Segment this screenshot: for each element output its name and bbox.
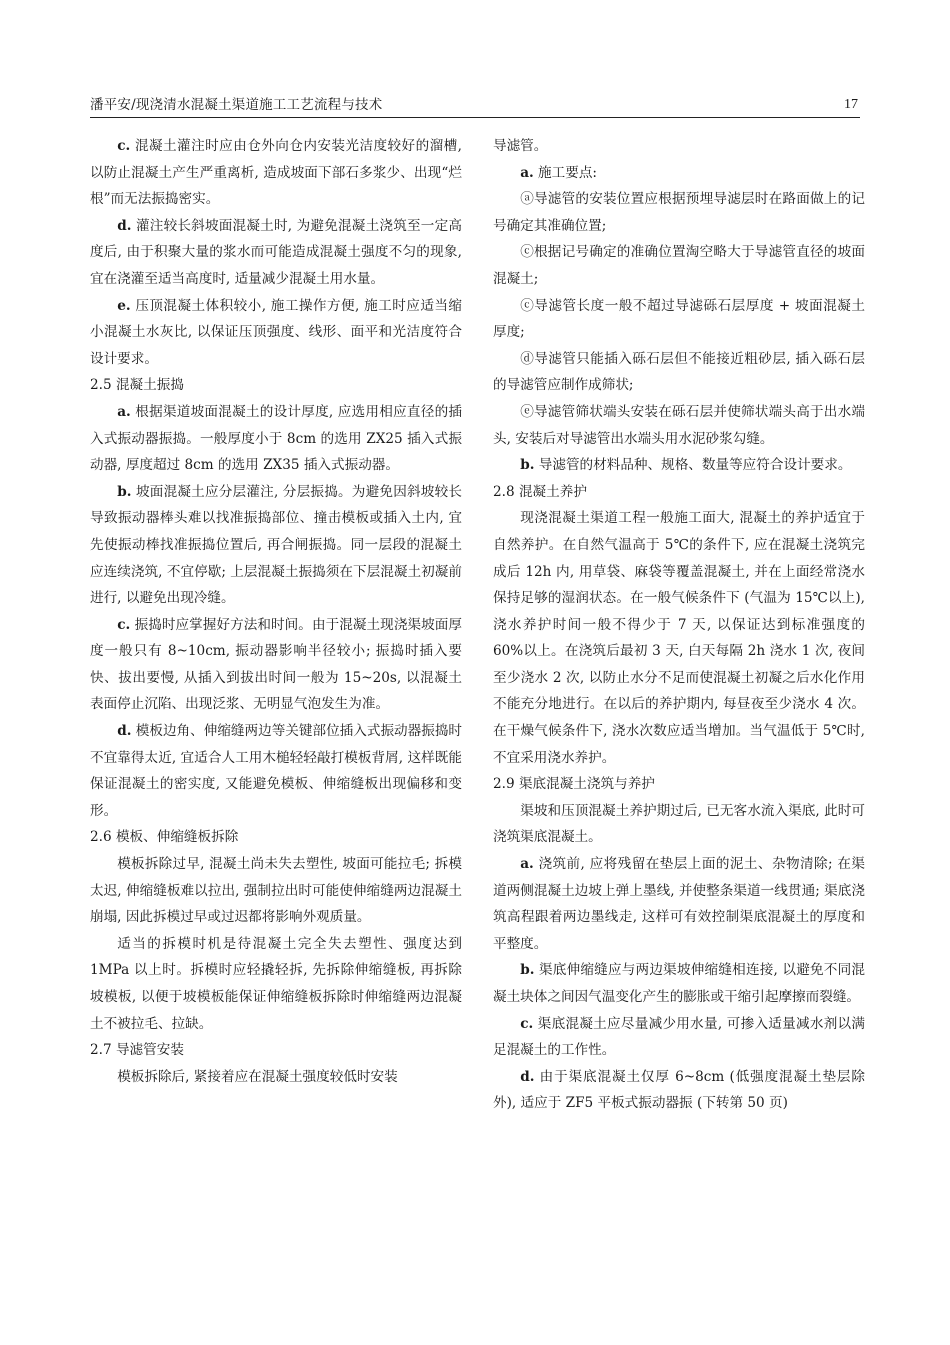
item-label: b. xyxy=(520,962,535,979)
paragraph-text: 2.6 模板、伸缩缝板拆除 xyxy=(90,829,239,846)
page-number: 17 xyxy=(844,97,858,112)
paragraph-text: 模板拆除过早, 混凝土尚未失去塑性, 坡面可能拉毛; 拆模太迟, 伸缩缝板难以拉出, 强制拉出时可能使伸缩缝两边混凝土崩塌, 因此拆模过早或过迟都将影响外观质量。 xyxy=(90,856,462,926)
item-label: c. xyxy=(117,138,131,154)
paragraph-text: 模板拆除后, 紧接着应在混凝土强度较低时安装 xyxy=(117,1068,398,1085)
paragraph-text: 根据渠道坡面混凝土的设计厚度, 应选用相应直径的插入式振动器振捣。一般厚度小于 8cm 的选用 ZX25 插入式振动器, 厚度超过 8cm 的选用 ZX35 插入式振动器。 xyxy=(90,403,462,474)
paragraph xyxy=(493,957,865,1010)
paragraph xyxy=(493,239,865,292)
paragraph-text: 2.9 渠底混凝土浇筑与养护 xyxy=(493,776,655,793)
paragraph xyxy=(90,133,462,213)
item-label: a. xyxy=(520,164,534,181)
paragraph-text: ⓓ导滤管只能插入砾石层但不能接近粗砂层, 插入砾石层的导滤管应制作成筛状; xyxy=(493,350,865,394)
paragraph-text: 渠底伸缩缝应与两边渠坡伸缩缝相连接, 以避免不同混凝土块体之间因气温变化产生的膨胀或干缩引起摩擦而裂缝。 xyxy=(493,962,865,1005)
running-header xyxy=(90,95,860,118)
paragraph-text: 振捣时应掌握好方法和时间。由于混凝土现浇渠坡面厚度一般只有 8~10cm, 振动器影响半径较小; 振捣时插入要快、拔出要慢, 从插入到拔出时间一般为 15~20s, 以混凝土表面停止沉陷、出现泛浆、无明显气泡发生为准。 xyxy=(90,616,462,713)
paragraph-text: 施工要点: xyxy=(533,164,598,181)
section-heading xyxy=(493,771,865,798)
paragraph xyxy=(493,399,865,452)
paragraph-text: ⓒ根据记号确定的准确位置淘空略大于导滤管直径的坡面混凝土; xyxy=(493,244,865,287)
item-label: e. xyxy=(117,297,131,314)
paragraph xyxy=(493,505,865,771)
section-heading xyxy=(90,1037,462,1064)
paragraph xyxy=(493,1064,865,1117)
item-label: b. xyxy=(117,483,132,500)
paragraph-text: 导滤管的材料品种、规格、数量等应符合设计要求。 xyxy=(534,457,852,474)
paragraph-text: 2.5 混凝土振捣 xyxy=(90,377,184,394)
paragraph-text: 由于渠底混凝土仅厚 6~8cm (低强度混凝土垫层除外), 适应于 ZF5 平板式振动器振 (下转第 50 页) xyxy=(493,1068,865,1112)
paragraph-text: 导滤管。 xyxy=(493,138,548,154)
paragraph-text: 2.8 混凝土养护 xyxy=(493,483,587,500)
paragraph xyxy=(493,851,865,957)
paragraph-text: 2.7 导滤管安装 xyxy=(90,1042,184,1059)
item-label: c. xyxy=(520,1015,534,1032)
paragraph-text: 浇筑前, 应将残留在垫层上面的泥土、杂物清除; 在渠道两侧混凝土边坡上弹上墨线, 并使整条渠道一线贯通; 渠底浇筑高程跟着两边墨线走, 这样可有效控制渠底混凝土的厚度和平整度。 xyxy=(493,856,865,952)
paragraph xyxy=(90,293,462,373)
paragraph xyxy=(90,851,462,931)
section-heading xyxy=(493,133,865,160)
item-label: d. xyxy=(117,217,132,234)
section-heading xyxy=(90,372,462,399)
paragraph xyxy=(90,1064,462,1091)
paragraph xyxy=(90,718,462,824)
left-column xyxy=(90,133,462,1090)
paragraph-text: 现浇混凝土渠道工程一般施工面大, 混凝土的养护适宜于自然养护。在自然气温高于 5℃的条件下, 应在混凝土浇筑完成后 12h 内, 用草袋、麻袋等覆盖混凝土, 并在上面经常浇水保持足够的湿润状态。在一般气候条件下 (气温为 15℃以上), 浇水养护时间一般不得少于 7 天, 以保证达到标准强度的 60%以上。在浇筑后最初 3 天, 白天每隔 2h 浇水 1 次, 夜间至少浇水 2 次, 以防止水分不足而使混凝土初凝之后水化作用不能充分地进行。在以后的养护期内, 每昼夜至少浇水 4 次。在干燥气候条件下, 浇水次数应适当增加。当气温低于 5℃时, 不宜采用浇水养护。 xyxy=(493,510,865,766)
item-label: a. xyxy=(520,856,534,873)
paragraph xyxy=(493,346,865,399)
paragraph-text: 混凝土灌注时应由仓外向仓内安装光洁度较好的溜槽, 以防止混凝土产生严重离析, 造成坡面下部石多浆少、出现“烂根”而无法振捣密实。 xyxy=(90,138,462,208)
paragraph-text: 灌注较长斜坡面混凝土时, 为避免混凝土浇筑至一定高度后, 由于积聚大量的浆水而可能造成混凝土强度不匀的现象, 宜在浇灌至适当高度时, 适量减少混凝土用水量。 xyxy=(90,217,462,287)
paragraph xyxy=(493,293,865,346)
paragraph-text: ⓒ导滤管长度一般不超过导滤砾石层厚度 + 坡面混凝土厚度; xyxy=(493,297,865,341)
paragraph-text: 压顶混凝土体积较小, 施工操作方便, 施工时应适当缩小混凝土水灰比, 以保证压顶强度、线形、面平和光洁度符合设计要求。 xyxy=(90,297,462,367)
paragraph xyxy=(493,186,865,239)
section-heading xyxy=(90,824,462,851)
running-title: 潘平安/现浇清水混凝土渠道施工工艺流程与技术 xyxy=(90,97,383,113)
paragraph-text: 适当的拆模时机是待混凝土完全失去塑性、强度达到 1MPa 以上时。拆模时应轻撬轻拆, 先拆除伸缩缝板, 再拆除坡模板, 以便于坡模板能保证伸缩缝板拆除时伸缩缝两边混凝土不被拉毛、拉缺。 xyxy=(90,935,462,1032)
paragraph-text: 渠坡和压顶混凝土养护期过后, 已无客水流入渠底, 此时可浇筑渠底混凝土。 xyxy=(493,802,865,846)
paragraph-text: 坡面混凝土应分层灌注, 分层振捣。为避免因斜坡较长导致振动器棒头难以找准振捣部位、撞击模板或插入土内, 宜先使振动棒找准振捣位置后, 再合闸振捣。同一层段的混凝土应连续浇筑, 不宜停歇; 上层混凝土振捣须在下层混凝土初凝前进行, 以避免出现冷缝。 xyxy=(90,483,462,607)
paragraph xyxy=(493,452,865,479)
item-label: b. xyxy=(520,457,535,474)
paragraph xyxy=(90,612,462,718)
item-label: d. xyxy=(520,1068,535,1085)
paragraph-text: ⓔ导滤管筛状端头安装在砾石层并使筛状端头高于出水端头, 安装后对导滤管出水端头用水泥砂浆勾缝。 xyxy=(493,403,865,447)
section-heading xyxy=(493,479,865,506)
paragraph xyxy=(493,1011,865,1064)
item-label: d. xyxy=(117,723,132,740)
right-column xyxy=(493,133,865,1117)
paragraph-text: ⓐ导滤管的安装位置应根据预埋导滤层时在路面做上的记号确定其准确位置; xyxy=(493,191,865,234)
paragraph-text: 渠底混凝土应尽量减少用水量, 可掺入适量减水剂以满足混凝土的工作性。 xyxy=(493,1015,865,1059)
paragraph-text: 模板边角、伸缩缝两边等关键部位插入式振动器振捣时不宜靠得太近, 宜适合人工用木槌轻轻敲打模板背屑, 这样既能保证混凝土的密实度, 又能避免模板、伸缩缝板出现偏移和变形。 xyxy=(90,723,463,819)
item-label: a. xyxy=(117,403,131,420)
paragraph xyxy=(493,798,865,851)
paragraph xyxy=(90,399,462,479)
paragraph xyxy=(90,931,462,1037)
paragraph xyxy=(90,213,462,293)
paragraph xyxy=(90,479,462,612)
item-label: c. xyxy=(117,616,131,633)
paragraph xyxy=(493,160,865,187)
